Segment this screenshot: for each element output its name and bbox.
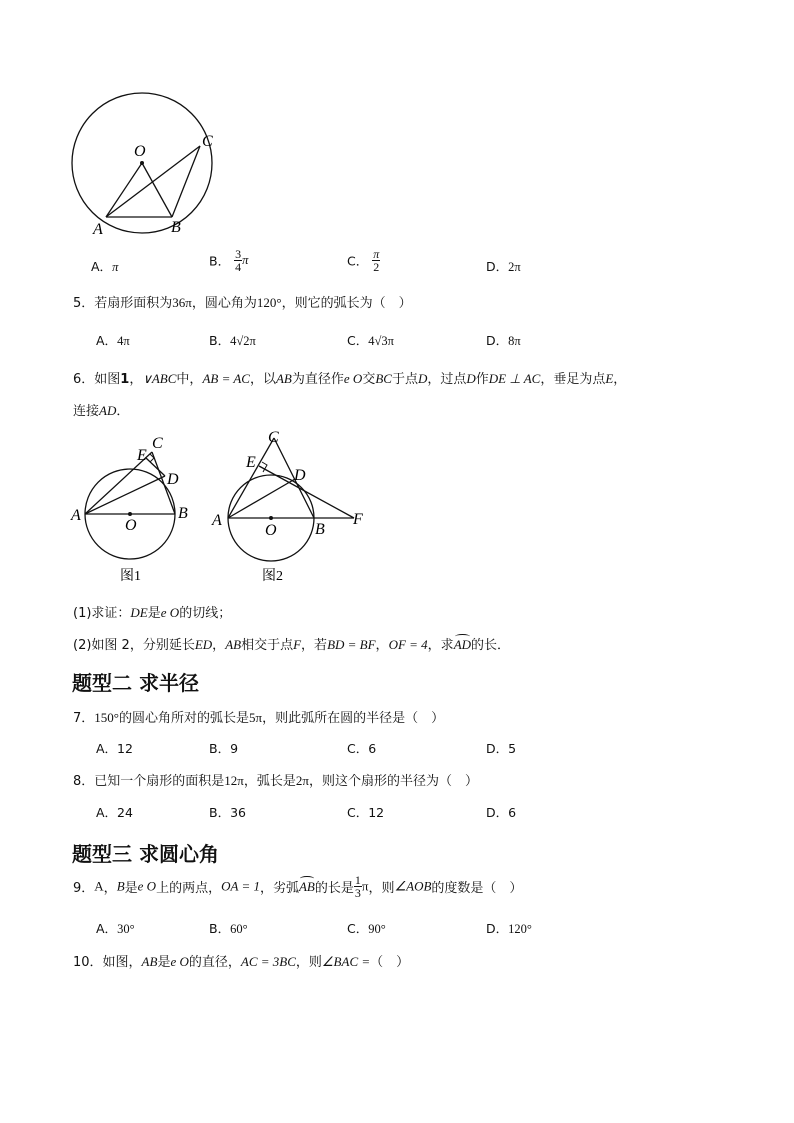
question-text: 于点 [391, 372, 418, 387]
label-c: C [202, 133, 213, 150]
math-arc: AB [298, 878, 315, 894]
figure-q6 [66, 428, 376, 588]
question-text: 是 [124, 881, 138, 896]
question-text: ，则此弧所在圆的半径是（ ） [262, 711, 445, 726]
math-value: 5π [249, 710, 263, 725]
option-label: D． [486, 333, 509, 348]
question-number: 7． [73, 711, 95, 726]
math-point: E [605, 371, 614, 386]
question-text: 上的两点， [156, 881, 222, 896]
question-text: (1)求证： [73, 606, 131, 621]
option-label: A． [96, 333, 118, 348]
math-equation: AB = AC [202, 371, 250, 386]
option-b[interactable] [209, 331, 256, 349]
question-text: 的长是 [314, 881, 354, 896]
label-o: O [265, 522, 277, 539]
math-value: 36π [172, 295, 192, 310]
caption-fig1: 图1 [120, 569, 141, 584]
question-text: （ ） [370, 955, 410, 970]
option-value: 4√2π [230, 334, 256, 348]
segment-ad [85, 476, 165, 514]
question-text: ，劣弧 [259, 881, 299, 896]
question-text: ，求 [427, 638, 454, 653]
option-c[interactable] [347, 248, 380, 273]
math-segment: DE [130, 605, 148, 620]
math-segment: AD [99, 403, 117, 418]
figure-2 [211, 429, 363, 584]
math-value: 2π [295, 773, 309, 788]
question-8 [73, 770, 478, 789]
math-segment: AB [225, 637, 242, 652]
question-text: ，则这个扇形的半径为（ ） [308, 774, 478, 789]
math-circle: e O [137, 878, 157, 894]
option-a[interactable]: A．24 [96, 805, 133, 820]
label-a: A [93, 221, 103, 238]
option-value: 30° [117, 922, 135, 936]
math-value: 120° [256, 295, 282, 310]
question-text: 是 [157, 955, 171, 970]
math-circle: e O [343, 371, 363, 386]
math-equation: OA = 1 [221, 878, 260, 894]
segment-ad [228, 479, 295, 518]
option-value: 8π [508, 334, 521, 348]
option-label: C． [347, 921, 369, 936]
fraction-numerator: 1 [354, 873, 361, 887]
fraction-denominator: 3 [354, 886, 361, 900]
math-angle: ∠BAC = [321, 954, 371, 969]
option-c[interactable]: C．6 [347, 741, 377, 756]
option-b[interactable] [209, 919, 248, 937]
center-dot [128, 512, 132, 516]
section-heading-3: 题型三 求圆心角 [72, 842, 219, 866]
option-d[interactable] [486, 919, 532, 937]
caption-fig2: 图2 [262, 569, 283, 584]
option-a[interactable] [91, 257, 118, 275]
question-text: ， [103, 881, 117, 896]
option-value: 2π [508, 260, 521, 274]
option-value: 4π [117, 334, 130, 348]
math-arc: AD [453, 637, 472, 652]
option-a[interactable] [96, 331, 130, 349]
option-c[interactable]: C．12 [347, 805, 385, 820]
math-segment: AB [275, 371, 292, 386]
math-segment: AB [141, 954, 158, 969]
math-equation: DE ⊥ AC [488, 371, 541, 386]
option-label: C． [347, 253, 369, 269]
option-label: B． [209, 921, 231, 936]
question-text: 8．已知一个扇形的面积是 [73, 774, 225, 789]
option-label: A． [91, 259, 113, 274]
label-c: C [268, 429, 279, 446]
question-number: 9． [73, 881, 95, 896]
question-9 [73, 874, 522, 899]
question-10 [73, 951, 409, 970]
question-text: ， [212, 638, 226, 653]
option-d[interactable] [486, 257, 521, 275]
math-point: A [94, 878, 104, 894]
figure-1 [70, 435, 188, 584]
question-text: 是 [147, 606, 161, 621]
option-value: 60° [230, 922, 248, 936]
label-o: O [125, 517, 137, 534]
math-point: D [466, 371, 476, 386]
option-a[interactable]: A．12 [96, 741, 133, 756]
option-d[interactable]: D．5 [486, 741, 517, 756]
section-heading-2: 题型二 求半径 [72, 671, 199, 695]
question-text: 交 [362, 372, 376, 387]
question-text: ． [116, 404, 130, 419]
question-text: 的圆心角所对的弧长是 [118, 711, 249, 726]
fraction [372, 248, 380, 273]
option-label: A． [96, 921, 118, 936]
math-equation: AC = 3BC [240, 954, 296, 969]
label-e: E [246, 454, 256, 471]
label-a: A [212, 512, 222, 529]
question-text: ， [129, 372, 143, 387]
option-b[interactable] [209, 248, 248, 273]
option-c[interactable] [347, 919, 386, 937]
center-dot [140, 161, 144, 165]
math-segment: BC [375, 371, 392, 386]
center-dot [269, 516, 273, 520]
option-c[interactable] [347, 331, 394, 349]
question-text: ，则它的弧长为（ ） [281, 296, 412, 311]
label-c: C [152, 435, 163, 452]
math-circle: e O [170, 954, 189, 969]
question-text: ，以 [249, 372, 276, 387]
question-text: 中， [176, 372, 203, 387]
math-point: F [293, 637, 302, 652]
math-triangle: ∨ABC [142, 371, 177, 386]
fraction-numerator: 3 [235, 247, 242, 261]
option-label: B． [209, 253, 231, 269]
question-text: ，弧长是 [243, 774, 296, 789]
question-6-line1 [73, 368, 626, 387]
question-7 [73, 707, 444, 726]
option-value: 4√3π [368, 334, 394, 348]
segment-oa [106, 163, 142, 217]
question-6-line2 [73, 400, 129, 419]
math-segment: ED [194, 637, 213, 652]
fraction-denominator: 2 [373, 260, 380, 274]
question-text: 10．如图， [73, 955, 142, 970]
question-text: 6．如图 [73, 372, 121, 387]
math-equation: BD = BF [327, 637, 376, 652]
math-value: π [361, 878, 369, 894]
label-d: D [294, 467, 306, 484]
figure-ref: 1 [120, 372, 130, 387]
option-d[interactable]: D．6 [486, 805, 517, 820]
math-value: 12π [224, 773, 244, 788]
question-text: ，则 [295, 955, 322, 970]
segment-ac [228, 438, 274, 518]
figure-q4 [60, 92, 230, 242]
label-b: B [315, 521, 325, 538]
question-text: (2)如图 2，分别延长 [73, 638, 195, 653]
question-text: 的度数是（ ） [431, 881, 523, 896]
label-a: A [71, 507, 81, 524]
option-label: D． [486, 259, 509, 274]
question-text: 相交于点 [241, 638, 294, 653]
question-text: ，若 [301, 638, 328, 653]
question-text: 为直径作 [291, 372, 344, 387]
math-point: D [417, 371, 428, 386]
label-d: D [167, 471, 179, 488]
question-text: 5．若扇形面积为 [73, 296, 173, 311]
question-text: ，则 [368, 881, 395, 896]
math-point: B [116, 878, 125, 894]
question-text: ，圆心角为 [191, 296, 257, 311]
option-d[interactable] [486, 331, 521, 349]
option-value: 120° [508, 922, 532, 936]
fraction-denominator: 4 [235, 260, 242, 274]
question-text: 的长． [471, 638, 511, 653]
label-e: E [137, 447, 147, 464]
label-b: B [171, 219, 181, 236]
question-text: ，过点 [427, 372, 467, 387]
question-text: ， [375, 638, 389, 653]
fraction [234, 248, 242, 273]
question-6-sub2 [73, 634, 510, 653]
option-a[interactable] [96, 919, 135, 937]
question-text: 作 [475, 372, 489, 387]
label-o: O [134, 143, 146, 160]
math-circle: e O [160, 605, 180, 620]
label-b: B [178, 505, 188, 522]
question-text: ， [613, 372, 627, 387]
question-text: 连接 [73, 404, 100, 419]
question-text: ，垂足为点 [540, 372, 606, 387]
option-label: B． [209, 333, 231, 348]
math-value: 150° [94, 710, 119, 725]
math-angle: ∠AOB [394, 878, 432, 894]
option-value: π [242, 253, 249, 267]
question-text: 的直径， [188, 955, 241, 970]
option-value: π [112, 260, 119, 274]
question-5 [73, 292, 412, 311]
option-b[interactable]: B．36 [209, 805, 246, 820]
option-label: D． [486, 921, 509, 936]
fraction-numerator: π [373, 247, 380, 261]
option-label: C． [347, 333, 369, 348]
fraction [354, 874, 362, 899]
label-f: F [353, 511, 363, 528]
math-equation: OF = 4 [388, 637, 428, 652]
question-6-sub1 [73, 602, 231, 621]
option-value: 90° [368, 922, 386, 936]
option-b[interactable]: B．9 [209, 741, 239, 756]
question-text: 的切线； [179, 606, 232, 621]
